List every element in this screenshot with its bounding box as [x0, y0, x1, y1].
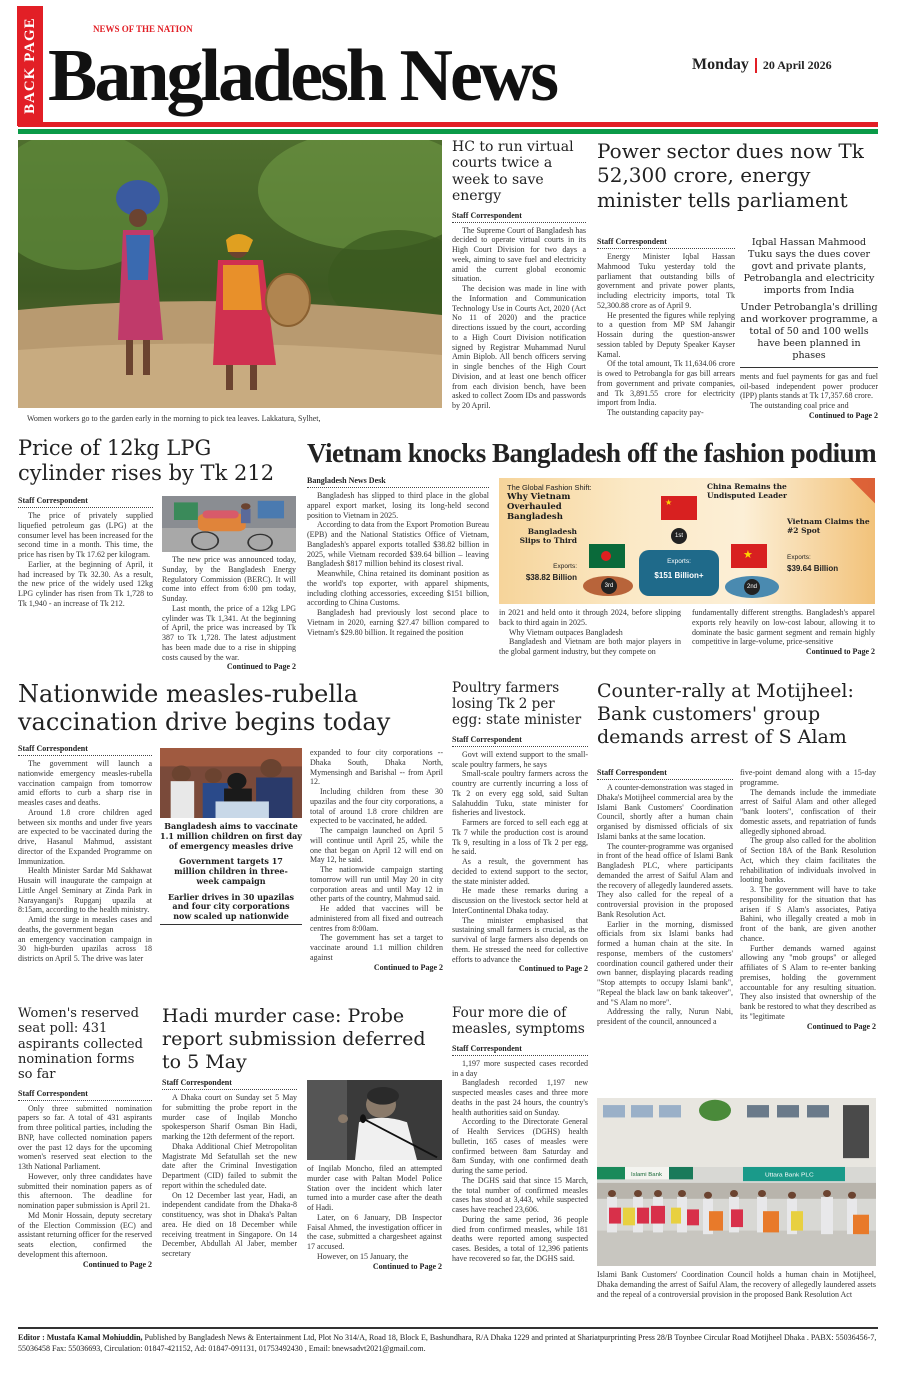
- byline: Staff Correspondent: [597, 237, 735, 249]
- paragraph: As a result, the government has decided to extend support to the sector, the state minister added.: [452, 857, 588, 886]
- power-col2: [740, 237, 878, 420]
- bd-exports-label: Exports:: [553, 563, 577, 570]
- paragraph: Dhaka Additional Chief Metropolitan Magistrate Md Sefatullah set the new date after the Criminal Investigation Department (CID) failed to submit the report within the scheduled date.: [162, 1141, 297, 1190]
- hadi-col1: [162, 1078, 297, 1259]
- paragraph: ments and fuel payments for gas and fuel oil-based independent power producer (IPP) plants stands at Tk 17,357.68 crore.: [740, 371, 878, 401]
- pull-quote: Iqbal Hassan Mahmood Tuku says the dues cover govt and private plants, Petrobangla and electricity imports from India: [743, 237, 875, 296]
- paragraph: He presented the figures while replying to a question from MP SM Jahangir Hossain during the question-answer session tabled by Deputy Speaker Kayser Kamal.: [597, 310, 735, 359]
- headline[interactable]: Price of 12kg LPG cylinder rises by Tk 212: [18, 436, 275, 486]
- footer-rule: [18, 1327, 878, 1329]
- paragraph: Bangladesh had previously lost second place to Vietnam in 2020, earning $27.47 billion compared to Vietnam's $29.80 billion. It regained the position: [307, 608, 489, 637]
- paragraph: The campaign launched on April 5 will continue until April 25, while the one that began on April 12 will end on May 12, he said.: [310, 826, 443, 865]
- measles-col1: [18, 744, 152, 964]
- newspaper-logo: Bangladesh News: [48, 35, 557, 117]
- vietnam-col3: [692, 608, 875, 656]
- paragraph: He made these remarks during a discussion on the livestock sector held at InterContinental Dhaka today.: [452, 886, 588, 915]
- china-label: China Remains the Undisputed Leader: [707, 482, 787, 500]
- paragraph: Last month, the price of a 12kg LPG cylinder was Tk 1,341. At the beginning of April, the price was increased by Tk 387 to Tk 1,728. The latest adjustment has been made due to a rise in shipping costs caused by the war.: [162, 603, 296, 662]
- bd-exports-value: $38.82 Billion: [525, 573, 577, 582]
- china-exports-label: Exports:: [667, 558, 691, 565]
- paragraph: in 2021 and held onto it through 2024, before slipping back to third again in 2025.: [499, 608, 681, 627]
- byline: Staff Correspondent: [452, 211, 586, 223]
- headline[interactable]: Counter-rally at Motijheel: Bank customers' group demands arrest of S Alam: [597, 680, 854, 748]
- headline[interactable]: Power sector dues now Tk 52,300 crore, energy minister tells parliament: [597, 139, 864, 212]
- headline[interactable]: HC to run virtual courts twice a week to save energy: [452, 139, 574, 205]
- byline: Staff Correspondent: [18, 744, 152, 756]
- continued-link[interactable]: Continued to Page 2: [806, 1021, 876, 1031]
- bd-rank-badge: 3rd: [601, 578, 617, 594]
- article-body: [597, 783, 733, 1027]
- pull-quote: Under Petrobangla's drilling and workover programme, a total of 50 and 100 wells have been planned in phases: [740, 302, 878, 367]
- lead-photo-caption: Women workers go to the garden early in the morning to pick tea leaves. Lakkatura, Sylhet,: [27, 414, 321, 423]
- article-hadi-case: [162, 1005, 444, 1073]
- measles-vaccination-photo: [160, 748, 302, 818]
- paragraph: He added that vaccines will be administered from all fixed and outreach centres from 8:00am.: [310, 904, 443, 933]
- power-col1: [597, 237, 735, 418]
- paragraph: The demands include the immediate arrest of Saiful Alam and other alleged "bank looters", confiscation of their domestic assets, and repatriation of funds allegedly siphoned abroad.: [740, 787, 876, 836]
- china-exports-value: $151 Billion+: [654, 571, 704, 580]
- date-separator: [755, 58, 757, 73]
- vn-exports-label: Exports:: [787, 554, 811, 561]
- vn-exports-value: $39.64 Billion: [787, 564, 839, 573]
- article-measles-drive: [18, 680, 443, 737]
- paragraph: Why Vietnam outpaces Bangladesh: [509, 627, 623, 637]
- paragraph: Govt will extend support to the small-scale poultry farmers, he says: [452, 749, 588, 769]
- continued-link[interactable]: Continued to Page 2: [226, 662, 296, 672]
- paragraph: Earlier, at the beginning of April, it had increased by Tk 32.30. As a result, the new price of the widely used 12kg LPG cylinder has risen from Tk 1,728 to Tk 1,940 - an increase of Tk 212.: [18, 559, 153, 608]
- byline: Staff Correspondent: [18, 496, 153, 508]
- headline[interactable]: Vietnam knocks Bangladesh off the fashion podium: [307, 438, 877, 468]
- article-poultry: [452, 681, 588, 973]
- dateline: [692, 56, 832, 74]
- paragraph: Later, on 6 January, DB Inspector Faisal Ahmed, the investigation officer in the case, submitted a chargesheet against 17 accused.: [307, 1212, 442, 1251]
- article-body: [162, 1093, 297, 1259]
- byline: Bangladesh News Desk: [307, 476, 489, 488]
- article-body: [307, 491, 489, 637]
- paragraph: On 12 December last year, Hadi, an independent candidate from the Dhaka-8 constituency, was shot in Dhaka's Paltan area. He died on 18 December while receiving treatment in Singapore. On 14 December, Abdullah Al Jaber, member secretary: [162, 1190, 297, 1258]
- headline[interactable]: Nationwide measles-rubella vaccination drive begins today: [18, 680, 391, 737]
- continued-link[interactable]: Continued to Page 2: [373, 962, 443, 972]
- paragraph: Bangladesh has slipped to third place in the global apparel export market, losing its long-held second position to Vietnam in 2025.: [307, 491, 489, 520]
- article-women-seat: [18, 1006, 152, 1269]
- paragraph: Earlier in the morning, dismissed officials from six Islami banks had formed a human chain at the site. In response, members of the customers' coordination council gathered under their own banner, displaying placards reading "Stop attempts to occupy Islami bank", "Repeal the black law on bank takeover", and "S Alam no more".: [597, 919, 733, 1007]
- paragraph: Around 1.8 crore children aged between six months and under five years are expected to be vaccinated during the drive, Hasanul Mahmud, assistant director of the Expanded Programme on Immunization.: [18, 807, 152, 866]
- lpg-col2: [162, 496, 296, 671]
- paragraph: fundamentally different strengths. Bangladesh's apparel exports rely heavily on low-cost labour, allowing it to dominate the basic garment segment and remain highly competitive in large-volume, price-sensitive: [692, 608, 875, 647]
- lpg-rickshaw-photo: [162, 496, 296, 552]
- paragraph: Including children from these 30 upazilas and the four city corporations, a total of around 1.8 crore children are expected to be vaccinated, he added.: [310, 787, 443, 826]
- vietnam-col2: [499, 608, 681, 657]
- continued-link[interactable]: Continued to Page 2: [805, 647, 875, 656]
- bd-label: Bangladesh Slips to Third: [519, 527, 577, 545]
- paragraph: According to the Directorate General of Health Services (DGHS) health bulletin, 165 cases of measles were confirmed between 8am Saturday and 8am Sunday, with one confirmed death during the same period.: [452, 1117, 588, 1176]
- article-body: [740, 768, 876, 1022]
- paragraph: five-point demand along with a 15-day programme.: [740, 768, 876, 787]
- paragraph: The new price was announced today, Sunday, by the Bangladesh Energy Regulatory Commission (BERC). It will come into effect from 6:00 pm today, Sunday.: [162, 555, 296, 603]
- paragraph: 3. The government will have to take responsibility for the situation that has arisen if S Alam's associates, Patiya Bahini, who illegally created a mob in front of the bank, are given another chance.: [740, 885, 876, 943]
- pull-quote: Earlier drives in 30 upazilas and four city corporations now scaled up nationwide: [160, 893, 302, 925]
- hadi-col2: [307, 1080, 442, 1271]
- measles-col2: [160, 748, 302, 925]
- article-body: [452, 750, 588, 965]
- infographic-title: Why Vietnam Overhauled Bangladesh: [507, 492, 571, 522]
- article-body: [740, 372, 878, 411]
- pull-quote: Government targets 17 million children in three-week campaign: [174, 856, 288, 886]
- headline[interactable]: Four more die of measles, symptoms: [452, 1005, 585, 1037]
- article-body: [452, 226, 586, 411]
- continued-link[interactable]: Continued to Page 2: [808, 410, 878, 420]
- paragraph: Bangladesh and Vietnam are both major players in the global garment industry, but they compete on: [499, 637, 681, 656]
- paragraph: Small-scale poultry farmers across the country are currently incurring a loss of Tk 2 on every egg sold, said Sultan Salahuddin Tuku, state minister for fisheries and livestock.: [452, 769, 588, 818]
- human-chain-image: [597, 1098, 876, 1266]
- byline: Staff Correspondent: [452, 1044, 588, 1056]
- china-flag-icon: ★: [661, 496, 697, 520]
- paragraph: Of the total amount, Tk 11,634.06 crore is owed to Petrobangla for gas bill arrears from government and private companies, and Tk 3,891.55 crore for electricity import from India.: [597, 359, 735, 408]
- paragraph: The outstanding capacity pay-: [607, 408, 704, 417]
- paragraph: expanded to four city corporations -- Dhaka South, Dhaka North, Mymensingh and Barishal -- from April 12.: [310, 748, 443, 787]
- paragraph: Bangladesh recorded 1,197 new suspected measles cases and three more deaths in the past 24 hours, the country's health authorities said on Sunday.: [452, 1078, 588, 1117]
- uttara-bank-sign: Uttara Bank PLC: [765, 1172, 814, 1179]
- imprint-text: Published by Bangladesh News & Entertainment Ltd, Plot No 314/A, Road 18, Block E, Bashundhara, R/A Dhaka 1229 and printed at Shariatpurprinting Press 28/B Toynbee Circular Road Motijheel Dhaka . PABX: 55036456-7, 55036458 Fax: 55036693, Circulation: 01847-421152, Ad: 01847-091131, 01753492430 , Email: bnewsadvt2021@gmail.com.: [18, 1333, 877, 1354]
- paragraph: During the same period, 36 people died from confirmed measles, while 181 deaths were reported among suspected cases. Besides, a total of 12,396 patients have recovered so far, the DGHS said.: [452, 1214, 588, 1263]
- article-body: [597, 252, 735, 418]
- vietnam-col1: [307, 476, 489, 637]
- pull-quote: Bangladesh aims to vaccinate 1.1 million children on first day of emergency measles drive: [160, 821, 302, 851]
- measles-col3: [310, 748, 443, 972]
- article-lpg-price: [18, 436, 300, 486]
- paragraph: Addressing the rally, Nurun Nabi, president of the council, announced a: [597, 1007, 733, 1026]
- article-body: [162, 555, 296, 662]
- date: 20 April 2026: [762, 57, 832, 72]
- paragraph: Only three submitted nomination papers so far. A total of 431 aspirants from three political parties, including the BNP, have collected nomination papers over the past 12 days for the upcoming women's reserved seat election to the 13th National Parliament.: [18, 1103, 152, 1172]
- paragraph: Health Minister Sardar Md Sakhawat Husain will inaugurate the campaign at Little Angel Seminary at Zinda Park in Narayanganj's Rupganj upazila at 8:15am, according to the health ministry.: [18, 866, 152, 915]
- tagline: NEWS OF THE NATION: [93, 24, 193, 34]
- article-body: [310, 748, 443, 963]
- section-tag: BACK PAGE: [17, 6, 43, 126]
- motijheel-col2: [740, 768, 876, 1031]
- article-body: [18, 1104, 152, 1260]
- paragraph: Meanwhile, China retained its dominant position as the world's top exporter, with apparel shipments, including clothing accessories, exceeding $151 billion, according to China Customs.: [307, 569, 489, 608]
- paragraph: Further demands warned against allowing any "mob groups" or alleged affiliates of S Alam to re-enter banking premises, holding the government accountable for any resulting situation. They also insisted that ownership of the bank be restored to what they described as its "legitimate: [740, 943, 876, 1021]
- paragraph: Farmers are forced to sell each egg at Tk 7 while the production cost is around Tk 9, resulting in a loss of Tk 2 per egg, he said.: [452, 818, 588, 857]
- vn-label: Vietnam Claims the #2 Spot: [787, 517, 870, 535]
- byline: Staff Correspondent: [162, 1078, 297, 1090]
- tea-workers-image: [18, 140, 442, 408]
- article-body: [499, 608, 681, 657]
- paragraph: of Inqilab Moncho, filed an attempted murder case with Paltan Model Police Station over the incident which later turned into a murder case after the death of Hadi.: [307, 1164, 442, 1212]
- paragraph: According to data from the Export Promotion Bureau (EPB) and the National Statistics Office of Vietnam, Bangladesh's apparel exports totalled $38.82 billion in 2025, while Vietnam recorded $39.64 billion – leaving Bangladesh $817 million behind its closest rival.: [307, 520, 489, 569]
- headline[interactable]: Poultry farmers losing Tk 2 per egg: state minister: [452, 680, 582, 728]
- hadi-photo: [307, 1080, 442, 1160]
- islami-bank-sign: Islami Bank: [631, 1172, 662, 1178]
- motijheel-photo-caption: Islami Bank Customers' Coordination Council holds a human chain in Motijheel, Dhaka demanding the arrest of Saiful Alam, the recovery of allegedly laundered assets and the repeal of a controversial provision in the proposed Bank Resolution Act: [597, 1270, 876, 1299]
- paragraph: The DGHS said that since 15 March, the total number of confirmed measles cases has stood at 3,443, while suspected cases have reached 23,606.: [452, 1175, 588, 1215]
- article-body: [18, 511, 153, 609]
- paragraph: Amid the surge in measles cases and deaths, the government began: [18, 915, 152, 934]
- paragraph: The price of privately supplied liquefied petroleum gas (LPG) at the consumer level has been increased for the second time in a month. This time, the price has risen by Tk 17.62 per kilogram.: [18, 511, 153, 559]
- paragraph: Energy Minister Iqbal Hassan Mahmood Tuku yesterday told the parliament that outstanding bills of government and private power plants, including electricity imports, total Tk 52,300.88 crore as of April 9.: [597, 252, 735, 310]
- article-body: [307, 1164, 442, 1262]
- article-hc-virtual-courts: [452, 139, 586, 411]
- article-vietnam-fashion: [307, 438, 882, 469]
- day: Monday: [692, 56, 749, 73]
- motijheel-col1: [597, 768, 733, 1027]
- speaker-image: [307, 1080, 442, 1160]
- paragraph: However, on 15 January, the: [317, 1251, 409, 1261]
- paragraph: However, only three candidates have submitted their nomination papers as of this afternoon. The deadline for nomination paper submission is April 21.: [18, 1171, 152, 1211]
- article-power-sector-dues: [597, 139, 879, 212]
- measles-bottom-line: an emergency vaccination campaign in 30 high-burden upazilas across 18 districts on April 5. The drive was later: [18, 934, 152, 963]
- editor-credit: Editor : Mustafa Kamal Mohiuddin,: [18, 1333, 143, 1342]
- paragraph: The outstanding coal price and: [750, 401, 849, 410]
- paragraph: The Supreme Court of Bangladesh has decided to operate virtual courts in its High Court Division for two days a week, aiming to save fuel and electricity amid the current global economic situation.: [452, 225, 586, 284]
- rickshaw-image: [162, 496, 296, 552]
- paragraph: The counter-programme was organised in front of the head office of Islami Bank Bangladesh PLC, where participants demanded the arrest of Saiful Alam and the recovery of allegedly laundered assets. They also called for the repeal of a controversial provision in the proposed Bank Resolution Act.: [597, 841, 733, 919]
- paragraph: The decision was made in line with the Information and Communication Technology Use in Courts Act, 2020 (Act No 11 of 2020) and the practice directions issued by the court, according to a High Court Division notification signed by Registrar Muhammad Nurul Amin Biplob. All bench officers serving in single benches of the High Court Division, and at least one bench officer from each division bench, have been asked to collect Zoom IDs and passwords by 20 April.: [452, 284, 586, 410]
- paragraph: 1,197 more suspected cases recorded in a day: [452, 1058, 588, 1078]
- continued-link[interactable]: Continued to Page 2: [518, 964, 588, 974]
- byline: Staff Correspondent: [452, 735, 588, 747]
- article-body: [18, 759, 152, 935]
- footer-imprint: [18, 1332, 878, 1354]
- masthead-rule-green: [18, 129, 878, 134]
- paragraph: The minister emphasised that sustaining small farmers is crucial, as the survival of large farmers also depends on them. He stressed the need for collective efforts to advance the: [452, 915, 588, 964]
- decor-corner: [845, 478, 875, 508]
- lpg-col1: [18, 496, 153, 609]
- paragraph: The nationwide campaign starting tomorrow will run until May 20 in city corporation areas and until May 12 in other parts of the country, Mahmud said.: [310, 865, 443, 904]
- headline[interactable]: Hadi murder case: Probe report submission deferred to 5 May: [162, 1005, 426, 1073]
- china-rank-badge: 1st: [671, 528, 687, 544]
- article-measles-deaths: [452, 1006, 588, 1264]
- paragraph: The government will launch a nationwide emergency measles-rubella vaccination campaign from tomorrow amid efforts to curb a sharp rise in measles cases and deaths.: [18, 759, 152, 807]
- paragraph: The group also called for the abolition of Section 18A of the Bank Resolution Act, which they claim facilitates the rehabilitation of individuals involved in looting banks.: [740, 836, 876, 885]
- vn-flag-icon: ★: [731, 544, 767, 568]
- byline: Staff Correspondent: [18, 1089, 152, 1101]
- paragraph: A Dhaka court on Sunday set 5 May for submitting the probe report in the murder case of Inqilab Moncho spokesperson Sharif Osman Bin Hadi, marking the 12th deferment of the report.: [162, 1093, 297, 1141]
- bd-flag-icon: [589, 544, 625, 568]
- article-body: [692, 608, 875, 647]
- continued-link[interactable]: Continued to Page 2: [372, 1261, 442, 1271]
- article-motijheel-rally: [597, 680, 879, 748]
- vn-rank-badge: 2nd: [744, 579, 760, 595]
- vaccination-image: [160, 748, 302, 818]
- article-body: [452, 1059, 588, 1264]
- infographic-kicker: The Global Fashion Shift:: [507, 483, 592, 492]
- byline: Staff Correspondent: [597, 768, 733, 780]
- paragraph: Md Monir Hossain, deputy secretary of the Election Commission (EC) and assistant returning officer for the reserved seats election, confirmed the development this afternoon.: [18, 1210, 152, 1259]
- fashion-infographic: [499, 478, 875, 604]
- masthead-rule-red: [18, 122, 878, 127]
- continued-link[interactable]: Continued to Page 2: [82, 1259, 152, 1269]
- paragraph: The government has set a target to vaccinate around 1.1 million children against: [310, 933, 443, 962]
- lead-photo: [18, 140, 442, 408]
- motijheel-photo: [597, 1098, 876, 1266]
- headline[interactable]: Women's reserved seat poll: 431 aspirants collected nomination forms so far: [18, 1006, 143, 1083]
- paragraph: A counter-demonstration was staged in Dhaka's Motijheel commercial area by the Islami Bank Customers' Coordination Council, shortly after a human chain organised by dismissed officials of six Islami banks at the same location.: [597, 783, 733, 841]
